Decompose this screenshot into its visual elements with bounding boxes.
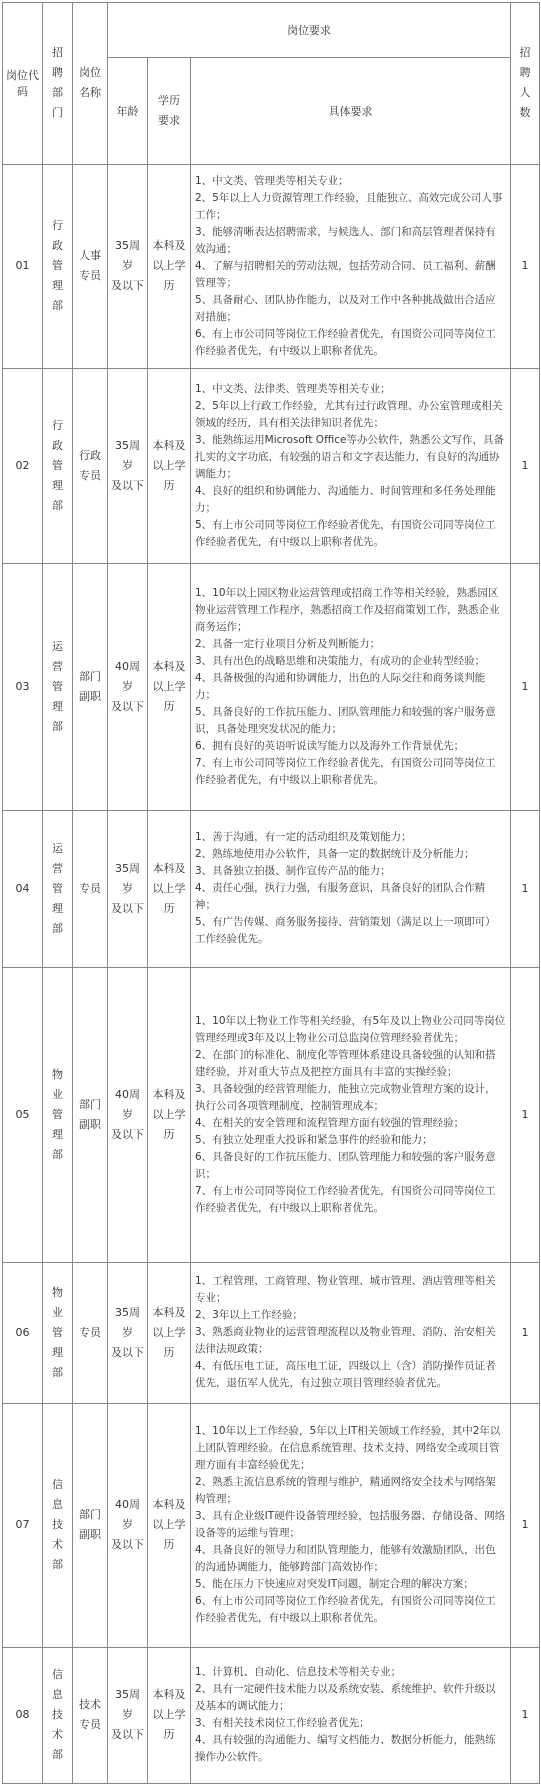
header-name: 岗位 名称 <box>73 3 108 165</box>
requirement-item: 2、熟练地使用办公软件，具备一定的数据统计及分析能力； <box>195 848 475 861</box>
education-requirement: 本科及 以上学 历 <box>148 1647 191 1783</box>
education-requirement: 本科及 以上学 历 <box>148 564 191 811</box>
position-name: 专员 <box>73 1263 108 1403</box>
requirement-item: 6、有上市公司同等岗位工作经验者优先，有国资公司同等岗位工作经验者优先，有中级以上职称者优先。 <box>195 1595 496 1625</box>
department: 信 息 技 术 部 <box>43 1403 73 1647</box>
requirement-item: 1、善于沟通，有一定的活动组织及策划能力； <box>195 831 412 844</box>
requirement-item: 6、拥有良好的英语听说读写能力以及海外工作背景优先； <box>195 739 465 752</box>
requirement-item: 2、5年以上人力资源管理工作经验，且能独立、高效完成公司人事工作； <box>195 191 503 221</box>
requirement-item: 1、中文类、法律类、管理类等相关专业； <box>195 382 391 395</box>
requirement-item: 1、中文类、管理类等相关专业； <box>195 174 349 187</box>
department: 物 业 管 理 部 <box>43 967 73 1262</box>
requirement-item: 3、能熟练运用Microsoft Office等办公软件，熟悉公文写作，具备扎实的文字功底，有较强的语言和文字表达能力，有良好的沟通协调能力； <box>195 433 504 480</box>
position-name: 部门 副职 <box>73 1403 108 1647</box>
requirement-item: 4、有低压电工证，高压电工证，四级以上（含）消防操作员证者优先，退伍军人优先，有过独立项目管理经验者优先。 <box>195 1360 496 1390</box>
requirement-item: 4、具有较强的沟通能力、编写文档能力、数据分析能力，能熟练操作办公软件。 <box>195 1734 496 1764</box>
specific-requirements <box>191 164 511 368</box>
department: 运 营 管 理 部 <box>43 810 73 967</box>
requirement-item: 5、有上市公司同等岗位工作经验者优先，有国资公司同等岗位工作经验者优先，有中级以上职称者优先。 <box>195 518 496 548</box>
headcount: 1 <box>511 564 540 811</box>
header-requirements: 岗位要求 <box>108 3 511 58</box>
headcount: 1 <box>511 1403 540 1647</box>
position-name: 技术 专员 <box>73 1647 108 1783</box>
table-row <box>3 967 540 1262</box>
age-requirement: 35周岁 及以下 <box>108 164 148 368</box>
table-row <box>3 1403 540 1647</box>
age-requirement: 40周岁 及以下 <box>108 1403 148 1647</box>
requirement-item: 3、有相关技术岗位工作经验者优先； <box>195 1717 370 1730</box>
recruitment-table <box>2 2 540 1784</box>
requirement-item: 6、具备良好的工作抗压能力、团队管理能力和较强的客户服务意识； <box>195 1151 496 1181</box>
requirement-item: 1、10年以上物业工作等相关经验，有5年及以上物业公司同等岗位管理经理或3年及以上物业公司总监岗位管理经验者优先； <box>195 1015 506 1045</box>
position-name: 行政 专员 <box>73 368 108 564</box>
requirement-item: 5、有独立处理重大投诉和紧急事件的经验和能力； <box>195 1134 433 1147</box>
position-code: 02 <box>3 368 43 564</box>
department: 行 政 管 理 部 <box>43 368 73 564</box>
age-requirement: 35周岁 及以下 <box>108 1647 148 1783</box>
age-requirement: 40周岁 及以下 <box>108 564 148 811</box>
age-requirement: 35周岁 及以下 <box>108 810 148 967</box>
requirement-item: 4、良好的组织和协调能力、沟通能力、时间管理和多任务处理能力； <box>195 484 496 514</box>
requirement-item: 7、有上市公司同等岗位工作经验者优先，有国资公司同等岗位工作经验者优先，有中级以上职称者优先。 <box>195 756 496 786</box>
specific-requirements <box>191 967 511 1262</box>
education-requirement: 本科及 以上学 历 <box>148 967 191 1262</box>
position-code: 06 <box>3 1263 43 1403</box>
requirement-item: 4、在相关的安全管理和流程管理方面有较强的管理经验； <box>195 1117 465 1130</box>
requirement-item: 2、3年以上工作经验； <box>195 1309 303 1322</box>
age-requirement: 35周岁 及以下 <box>108 1263 148 1403</box>
education-requirement: 本科及 以上学 历 <box>148 368 191 564</box>
requirement-item: 2、具备一定行业项目分析及判断能力； <box>195 637 381 650</box>
requirement-item: 7、有上市公司同等岗位工作经验者优先，有国资公司同等岗位工作经验者优先，有中级以上职称者优先。 <box>195 1185 496 1215</box>
specific-requirements <box>191 1647 511 1783</box>
position-name: 专员 <box>73 810 108 967</box>
table-row <box>3 564 540 811</box>
department: 信 息 技 术 部 <box>43 1647 73 1783</box>
header-age: 年龄 <box>108 58 148 164</box>
education-requirement: 本科及 以上学 历 <box>148 164 191 368</box>
requirement-item: 5、有广告传媒、商务服务接待、营销策划（满足以上一项即可）工作经验优先。 <box>195 916 496 946</box>
header-edu: 学历 要求 <box>148 58 191 164</box>
table-row <box>3 164 540 368</box>
headcount: 1 <box>511 967 540 1262</box>
requirement-item: 2、5年以上行政工作经验，尤其有过行政管理、办公室管理或相关领域的经历，具有相关法律知识者优先； <box>195 399 503 429</box>
requirement-item: 4、具备良好的领导力和团队管理能力，能够有效激励团队，出色的沟通协调能力，能够跨部门高效协作； <box>195 1544 496 1574</box>
requirement-item: 1、计算机、自动化、信息技术等相关专业； <box>195 1666 402 1679</box>
position-name: 部门 副职 <box>73 967 108 1262</box>
header-code: 岗位代码 <box>3 3 43 165</box>
requirement-item: 5、能在压力下快速应对突发IT问题，制定合理的解决方案； <box>195 1578 474 1591</box>
requirement-item: 1、工程管理、工商管理、物业管理、城市管理、酒店管理等相关专业； <box>195 1275 496 1305</box>
header-dept: 招 聘 部 门 <box>43 3 73 165</box>
headcount: 1 <box>511 810 540 967</box>
requirement-item: 3、具备较强的经营管理能力，能独立完成物业管理方案的设计，执行公司各项管理制度，控制管理成本； <box>195 1083 496 1113</box>
specific-requirements <box>191 810 511 967</box>
department: 行 政 管 理 部 <box>43 164 73 368</box>
header-detail: 具体要求 <box>191 58 511 164</box>
education-requirement: 本科及 以上学 历 <box>148 1263 191 1403</box>
headcount: 1 <box>511 164 540 368</box>
age-requirement: 40周岁 及以下 <box>108 967 148 1262</box>
table-row <box>3 810 540 967</box>
requirement-item: 2、熟悉主流信息系统的管理与维护，精通网络安全技术与网络架构管理； <box>195 1476 496 1506</box>
position-code: 04 <box>3 810 43 967</box>
requirement-item: 2、具有一定硬件技术能力以及系统安装、系统维护、软件升级以及基本的调试能力； <box>195 1683 496 1713</box>
requirement-item: 4、了解与招聘相关的劳动法规，包括劳动合同、员工福利、薪酬管理等； <box>195 259 496 289</box>
requirement-item: 3、能够清晰表达招聘需求，与候选人、部门和高层管理者保持有效沟通； <box>195 225 496 255</box>
table-row <box>3 1647 540 1783</box>
requirement-item: 6、有上市公司同等岗位工作经验者优先，有国资公司同等岗位工作经验者优先，有中级以上职称者优先。 <box>195 327 496 357</box>
requirement-item: 1、10年以上园区物业运营管理或招商工作等相关经验，熟悉园区物业运营管理工作程序，熟悉招商工作及招商策划工作，熟悉企业商务运作； <box>195 586 500 633</box>
requirement-item: 3、具有出色的战略思维和决策能力，有成功的企业转型经验； <box>195 654 486 667</box>
requirement-item: 1、10年以上工作经验，5年以上IT相关领域工作经验，其中2年以上团队管理经验。在信息系统管理、技术支持、网络安全或项目管理方面有丰富经验优先； <box>195 1425 501 1472</box>
requirement-item: 3、具有企业级IT硬件设备管理经验，包括服务器、存储设备、网络设备等的运维与管理； <box>195 1510 506 1540</box>
requirement-item: 5、具备良好的工作抗压能力、团队管理能力和较强的客户服务意识，具备处理突发状况的能力； <box>195 705 496 735</box>
requirement-item: 2、在部门的标准化、制度化等管理体系建设具备较强的认知和搭建经验，并对重大节点及把控方面具有丰富的实操经验； <box>195 1049 496 1079</box>
position-code: 03 <box>3 564 43 811</box>
table-row <box>3 1263 540 1403</box>
specific-requirements <box>191 564 511 811</box>
specific-requirements <box>191 368 511 564</box>
specific-requirements <box>191 1263 511 1403</box>
requirement-item: 3、熟悉商业物业的运营管理流程以及物业管理、消防、治安相关法律法规政策； <box>195 1326 496 1356</box>
headcount: 1 <box>511 1263 540 1403</box>
position-code: 07 <box>3 1403 43 1647</box>
position-code: 01 <box>3 164 43 368</box>
headcount: 1 <box>511 368 540 564</box>
table-row <box>3 368 540 564</box>
requirement-item: 3、具备独立拍摄、制作宣传产品的能力； <box>195 865 391 878</box>
header-count: 招 聘 人 数 <box>511 3 540 165</box>
department: 物 业 管 理 部 <box>43 1263 73 1403</box>
requirement-item: 4、责任心强，执行力强，有服务意识，具备良好的团队合作精神； <box>195 882 486 912</box>
position-code: 05 <box>3 967 43 1262</box>
age-requirement: 35周岁 及以下 <box>108 368 148 564</box>
specific-requirements <box>191 1403 511 1647</box>
position-name: 人事 专员 <box>73 164 108 368</box>
position-code: 08 <box>3 1647 43 1783</box>
requirement-item: 4、具备极强的沟通和协调能力，出色的人际交往和商务谈判能力； <box>195 671 486 701</box>
headcount: 1 <box>511 1647 540 1783</box>
education-requirement: 本科及 以上学 历 <box>148 1403 191 1647</box>
education-requirement: 本科及 以上学 历 <box>148 810 191 967</box>
department: 运 营 管 理 部 <box>43 564 73 811</box>
position-name: 部门 副职 <box>73 564 108 811</box>
requirement-item: 5、具备耐心、团队协作能力，以及对工作中各种挑战做出合适应对措施； <box>195 293 496 323</box>
